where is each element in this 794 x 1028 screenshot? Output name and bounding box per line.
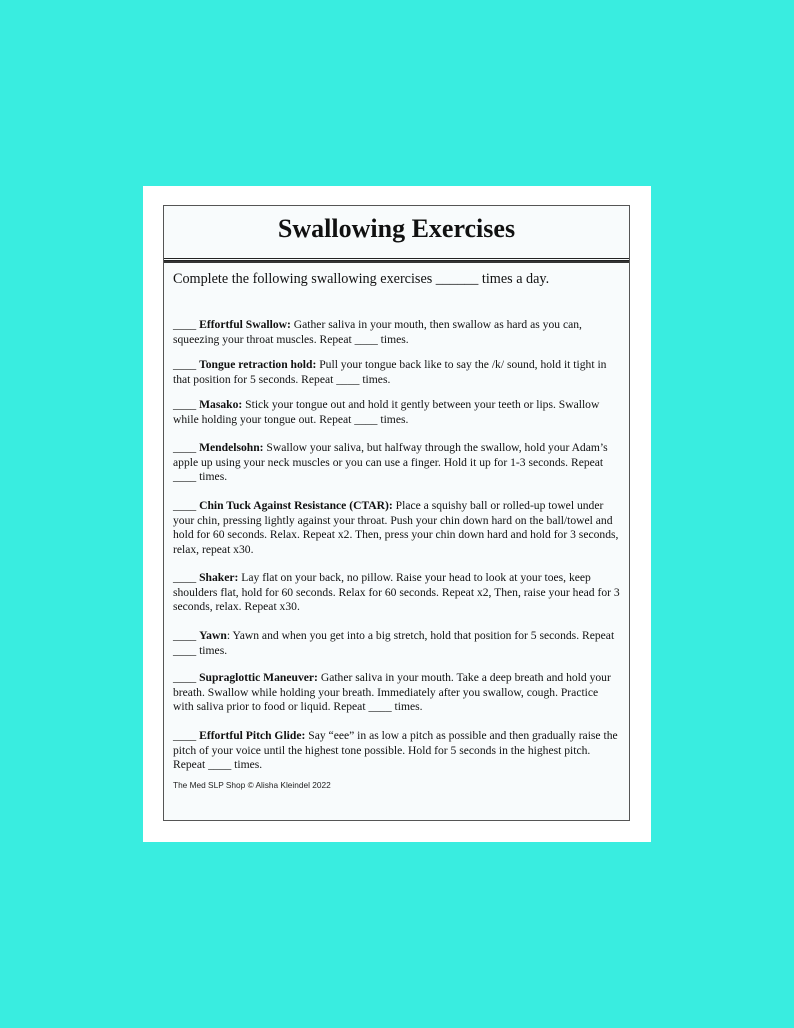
exercise-ctar <box>173 499 621 557</box>
title-box <box>164 206 629 261</box>
exercise-supraglottic-maneuver <box>173 671 621 715</box>
exercise-blank: ____ <box>173 398 197 411</box>
exercise-text: Swallow your saliva, but halfway through the swallow, hold your Adam’s apple up using your neck muscles or you can use a finger. Hold it up for 1-3 seconds. Repeat ____ times. <box>173 441 608 484</box>
exercise-blank: ____ <box>173 729 197 742</box>
exercise-text: Pull your tongue back like to say the /k/ sound, hold it tight in that position for 5 seconds. Repeat ____ times. <box>173 358 607 386</box>
exercise-blank: ____ <box>173 571 197 584</box>
exercise-text: Place a squishy ball or rolled-up towel under your chin, pressing lightly against your throat. Push your chin down hard on the ball/towel and hold for 60 seconds. Relax. Repeat x2. Then, press your chin down hard and hold for 3 seconds, relax, repeat x30. <box>173 499 619 556</box>
worksheet-page <box>143 186 651 842</box>
exercise-shaker <box>173 571 621 615</box>
exercise-name: Mendelsohn: <box>199 441 264 454</box>
exercise-text: Gather saliva in your mouth. Take a deep breath and hold your breath. Swallow while holding your breath. Immediately after you swallow, cough. Practice with saliva prior to food or liquid. Repeat ____ times. <box>173 671 611 714</box>
page-title: Swallowing Exercises <box>277 214 516 243</box>
exercise-yawn <box>173 629 621 658</box>
exercise-name: Chin Tuck Against Resistance (CTAR): <box>199 499 393 512</box>
exercise-text: Say “eee” in as low a pitch as possible and then gradually raise the pitch of your voice until the highest tone possible. Hold for 5 seconds in the highest pitch. Repeat ____ times. <box>173 729 618 772</box>
exercise-name: Masako: <box>199 398 243 411</box>
exercise-effortful-swallow <box>173 318 621 347</box>
exercise-text: Stick your tongue out and hold it gently between your teeth or lips. Swallow while holding your tongue out. Repeat ____ times. <box>173 398 600 426</box>
exercise-blank: ____ <box>173 671 197 684</box>
exercise-name: Supraglottic Maneuver: <box>199 671 318 684</box>
exercise-blank: ____ <box>173 358 197 371</box>
exercise-blank: ____ <box>173 441 197 454</box>
exercise-masako <box>173 398 621 427</box>
copyright-footer: The Med SLP Shop © Alisha Kleindel 2022 <box>173 780 331 790</box>
exercise-text: Gather saliva in your mouth, then swallow as hard as you can, squeezing your throat muscles. Repeat ____ times. <box>173 318 582 346</box>
exercise-mendelsohn <box>173 441 621 485</box>
exercise-name: Effortful Pitch Glide: <box>199 729 306 742</box>
intro-text: Complete the following swallowing exercises ______ times a day. <box>173 271 550 287</box>
exercise-name: Effortful Swallow: <box>199 318 291 331</box>
exercise-name: Shaker: <box>199 571 239 584</box>
exercise-effortful-pitch-glide <box>173 729 621 773</box>
exercise-tongue-retraction-hold <box>173 358 621 387</box>
exercise-text: Lay flat on your back, no pillow. Raise your head to look at your toes, keep shoulders flat, hold for 60 seconds. Relax for 60 seconds. Repeat x2, Then, raise your head for 3 seconds, relax. Repeat x30. <box>173 571 620 614</box>
exercise-blank: ____ <box>173 499 197 512</box>
exercise-name: Tongue retraction hold: <box>199 358 317 371</box>
exercise-name: Yawn <box>199 629 227 642</box>
exercise-blank: ____ <box>173 318 197 331</box>
worksheet-frame <box>163 205 630 821</box>
exercise-blank: ____ <box>173 629 197 642</box>
exercise-text: : Yawn and when you get into a big stretch, hold that position for 5 seconds. Repeat ____ times. <box>173 629 615 657</box>
